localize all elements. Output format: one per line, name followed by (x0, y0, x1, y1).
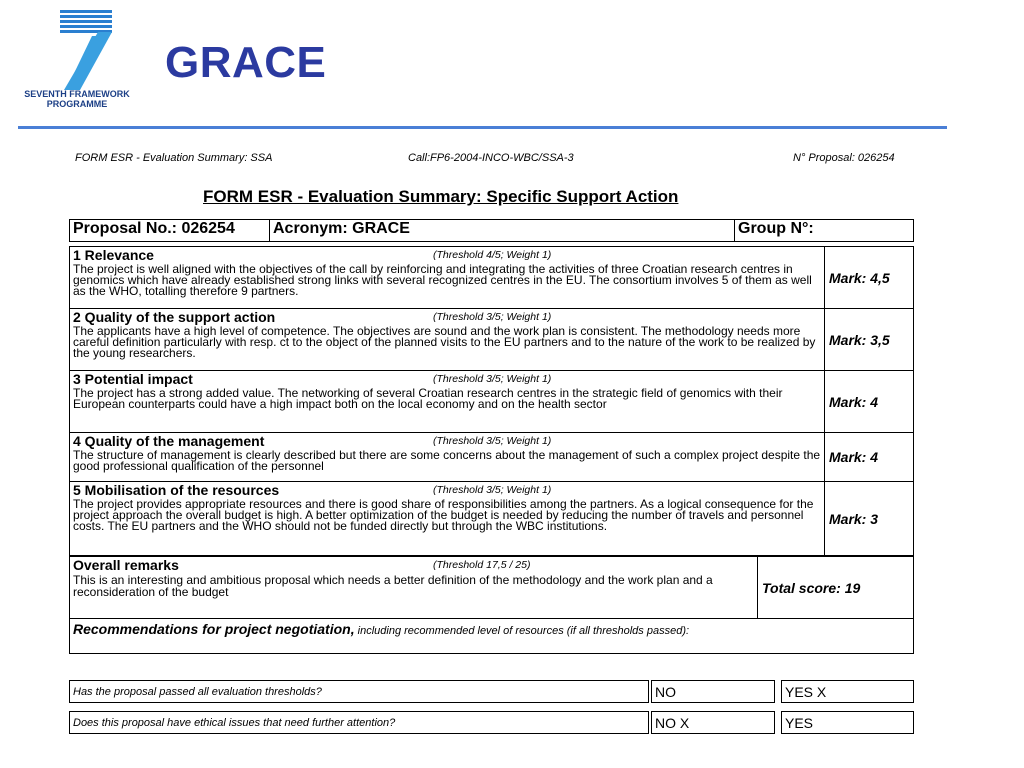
acronym: Acronym: GRACE (270, 220, 735, 242)
form-title: FORM ESR - Evaluation Summary: Specific Support Action (203, 187, 679, 206)
criterion-text: The project provides appropriate resources and there is good share of responsibilities among the partners. As a logical consequence for the project approach the overall budget is high. A better optimization of the budget is needed by reducing the number of travels and personnel costs. The EU partners and the WHO should not be funded directly but through the WBC institutions. (73, 497, 814, 533)
overall-table (69, 556, 914, 619)
threshold-question-table (69, 680, 914, 703)
recommendations-title: Recommendations for project negotiation, (73, 621, 355, 637)
recommendations-note: including recommended level of resources (if all thresholds passed): (354, 625, 690, 637)
criterion-mark: Mark: 4 (825, 371, 914, 433)
answer-yes: YES X (782, 681, 914, 703)
criterion-row (70, 482, 914, 556)
criterion-text: The structure of management is clearly described but there are some concerns about the management of such a complex project despite the good professional qualification of the personnel (73, 448, 821, 473)
form-header-call: Call:FP6-2004-INCO-WBC/SSA-3 (408, 152, 574, 164)
proposal-info-table (69, 219, 914, 242)
overall-cell (70, 557, 758, 619)
criterion-title: 2 Quality of the support action (73, 309, 276, 325)
criterion-threshold: (Threshold 3/5; Weight 1) (433, 373, 552, 385)
criterion-row (70, 371, 914, 433)
title-divider (18, 126, 947, 129)
criterion-mark: Mark: 3,5 (825, 309, 914, 371)
criterion-mark: Mark: 4 (825, 433, 914, 482)
recommendations-table (69, 618, 914, 654)
criterion-threshold: (Threshold 4/5; Weight 1) (433, 249, 552, 261)
criterion-cell (70, 433, 825, 482)
logo-line2: PROGRAMME (46, 99, 108, 109)
form-header-left: FORM ESR - Evaluation Summary: SSA (75, 152, 273, 164)
criterion-mark: Mark: 3 (825, 482, 914, 556)
criterion-text: The applicants have a high level of competence. The objectives are sound and the work plan is consistent. The methodology needs more careful definition particularly with resp. ct to the object of the planned visits to the EU partners and to the nature of the work to be realized by the young researchers. (73, 324, 816, 360)
criterion-title: 3 Potential impact (73, 371, 193, 387)
criterion-row (70, 309, 914, 371)
question-text: Does this proposal have ethical issues that need further attention? (70, 712, 649, 734)
criterion-title: 1 Relevance (73, 247, 154, 263)
criterion-cell (70, 309, 825, 371)
seven-logo-icon (14, 10, 140, 90)
criterion-cell (70, 371, 825, 433)
form-header-proposal: N° Proposal: 026254 (793, 152, 895, 164)
answer-no: NO (652, 681, 775, 703)
ethics-question-table (69, 711, 914, 734)
criterion-threshold: (Threshold 3/5; Weight 1) (433, 311, 552, 323)
proposal-number: Proposal No.: 026254 (70, 220, 270, 242)
criterion-cell (70, 247, 825, 309)
overall-threshold: (Threshold 17,5 / 25) (433, 559, 531, 571)
criterion-title: 5 Mobilisation of the resources (73, 482, 280, 498)
criterion-title: 4 Quality of the management (73, 433, 265, 449)
overall-title: Overall remarks (73, 557, 179, 573)
criterion-row (70, 247, 914, 309)
criterion-text: The project has a strong added value. The networking of several Croatian research centres in the strategic field of genomics with their European counterparts could have a high impact both on the local economy and on the health sector (73, 386, 783, 411)
criterion-row (70, 433, 914, 482)
overall-text: This is an interesting and ambitious proposal which needs a better definition of the methodology and the work plan and a reconsideration of the budget (73, 573, 713, 599)
criterion-threshold: (Threshold 3/5; Weight 1) (433, 484, 552, 496)
answer-yes: YES (782, 712, 914, 734)
criterion-mark: Mark: 4,5 (825, 247, 914, 309)
fp7-logo (14, 10, 140, 114)
criterion-text: The project is well aligned with the objectives of the call by reinforcing and integrating the activities of three Croatian research centres in genomics which have already established strong links with several recognized centres in the EU. The consortium involves 5 of them as well as the WHO, totalling therefore 9 partners. (73, 262, 812, 298)
criteria-table (69, 246, 914, 556)
criterion-threshold: (Threshold 3/5; Weight 1) (433, 435, 552, 447)
slide-title: GRACE (165, 38, 327, 87)
total-score: Total score: 19 (758, 557, 914, 619)
criterion-cell (70, 482, 825, 556)
question-text: Has the proposal passed all evaluation thresholds? (70, 681, 649, 703)
logo-line1: SEVENTH FRAMEWORK (24, 89, 130, 99)
recommendations-cell (70, 619, 914, 654)
group-number: Group N°: (735, 220, 914, 242)
answer-no: NO X (652, 712, 775, 734)
